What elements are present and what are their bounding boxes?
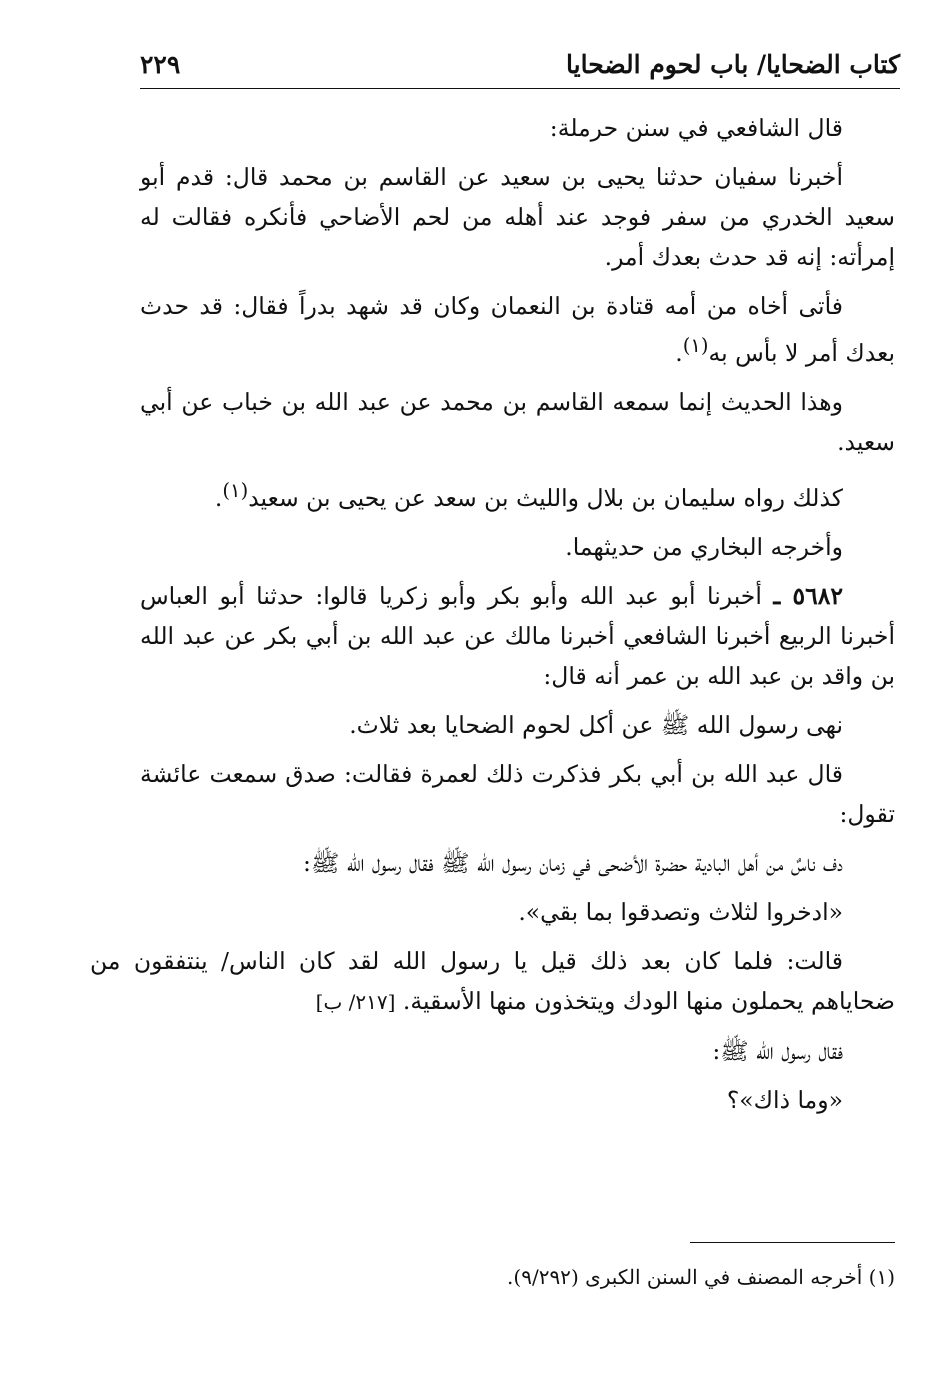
footnote-divider (690, 1242, 895, 1243)
paragraph-4: وهذا الحديث إنما سمعه القاسم بن محمد عن عبد الله بن خباب عن أبي سعيد. (140, 387, 895, 456)
paragraph-6: وأخرجه البخاري من حديثهما. (565, 532, 843, 561)
hadith-paragraph (140, 576, 895, 696)
paragraph-11: «ادخروا لثلاث وتصدقوا بما بقي». (518, 897, 843, 926)
paragraph-3-text: فأتى أخاه من أمه قتادة بن النعمان وكان قد شهد بدراً فقال: قد حدث بعدك أمر لا بأس به (140, 292, 895, 367)
paragraph-14: «وما ذاك»؟ (726, 1085, 843, 1114)
paragraph-12-text: قالت: فلما كان بعد ذلك قيل يا رسول الله لقد كان الناس/ ينتفقون من ضحاياهم يحملون منها الودك ويتخذون منها الأسقية. (90, 946, 895, 1015)
footnote-ref: (١) (222, 478, 249, 502)
paragraph-1: قال الشافعي في سنن حرملة: (549, 114, 843, 142)
paragraph-10: دف ناسٌ من أهل البادية حضرة الأضحى في زمان رسول الله ﷺ فقال رسول الله ﷺ: (303, 848, 843, 877)
main-text (90, 108, 895, 1129)
running-title: كتاب الضحايا/ باب لحوم الضحايا (566, 49, 900, 79)
paragraph-13: فقال رسول الله ﷺ: (712, 1036, 843, 1065)
footnote: (١) أخرجه المصنف في السنن الكبرى (٩/٢٩٢). (507, 1265, 895, 1289)
margin-reference: [٢١٧/ ب] (315, 989, 396, 1014)
paragraph-9: قال عبد الله بن أبي بكر فذكرت ذلك لعمرة فقالت: صدق سمعت عائشة تقول: (140, 759, 895, 828)
paragraph-8: نهى رسول الله ﷺ عن أكل لحوم الضحايا بعد ثلاث. (349, 710, 843, 739)
paragraph-5 (140, 471, 895, 518)
paragraph-2: أخبرنا سفيان حدثنا يحيى بن سعيد عن القاسم بن محمد قال: قدم أبو سعيد الخدري من سفر فوجد عند أهله من لحم الأضاحي فأنكره فقالت له إمرأته: إنه قد حدث بعدك أمر. (140, 163, 895, 271)
paragraph-3 (140, 286, 895, 373)
page-header (140, 40, 900, 89)
paragraph-12 (90, 941, 895, 1022)
paragraph-5-end: . (214, 483, 223, 512)
hadith-number: ٥٦٨٢ ـ (773, 581, 843, 610)
hadith-text: أخبرنا أبو عبد الله وأبو بكر وأبو زكريا قالوا: حدثنا أبو العباس أخبرنا الربيع أخبرنا الشافعي أخبرنا مالك عن عبد الله بن أبي بكر عن عبد الله بن واقد بن عبد الله بن عمر أنه قال: (140, 581, 895, 690)
paragraph-5-text: كذلك رواه سليمان بن بلال والليث بن سعد عن يحيى بن سعيد (248, 483, 843, 512)
paragraph-3-end: . (675, 338, 683, 367)
footnote-ref: (١) (682, 334, 709, 357)
page-number: ٢٢٩ (140, 49, 181, 79)
